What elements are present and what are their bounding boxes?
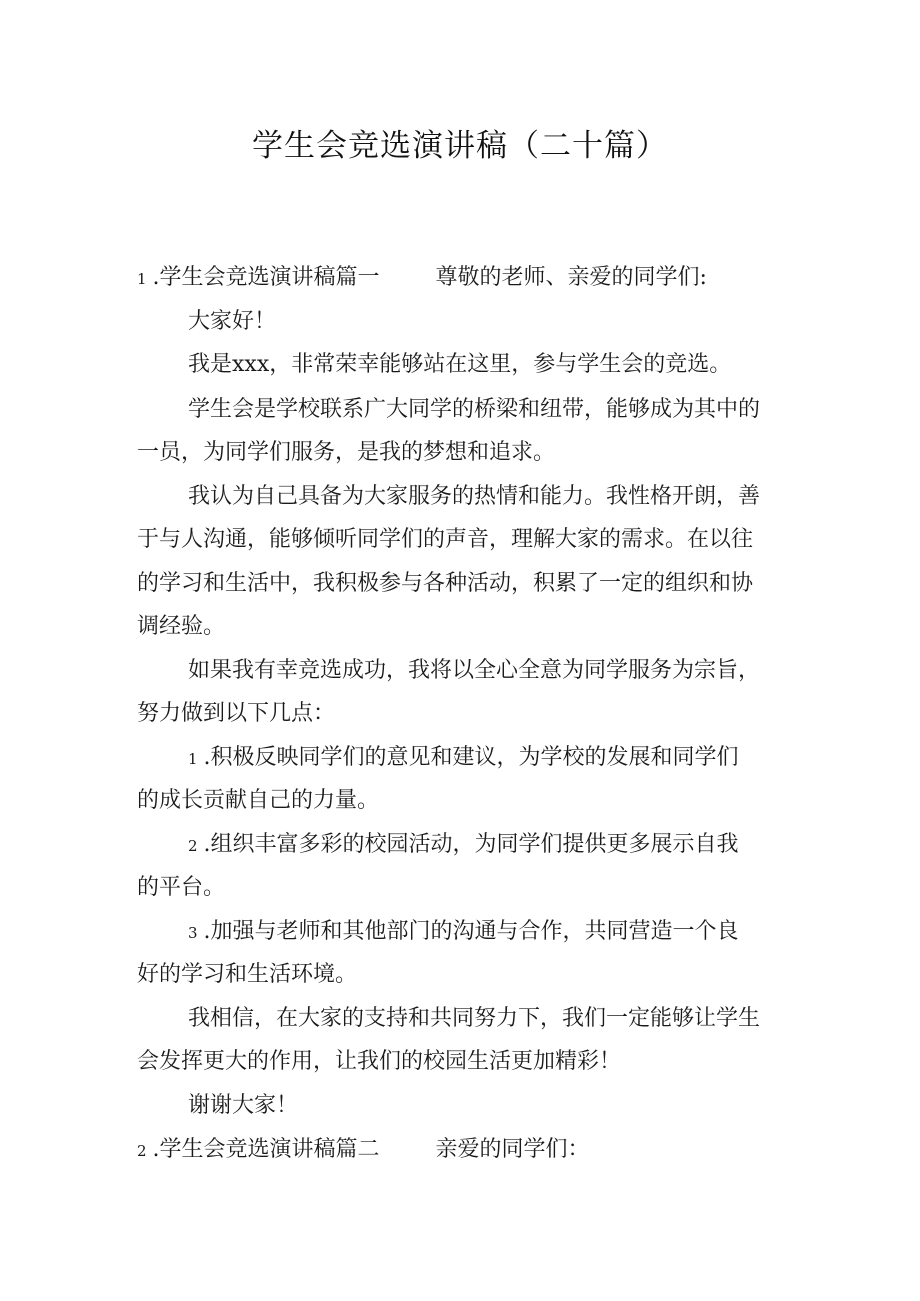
paragraph-line: 我是xxx，非常荣幸能够站在这里，参与学生会的竞选。: [188, 352, 732, 377]
paragraph-line: 学生会是学校联系广大同学的桥梁和纽带，能够成为其中的: [188, 397, 761, 422]
section-number: 2: [137, 1142, 147, 1160]
list-item-1: [188, 743, 739, 774]
section-number: 1: [137, 270, 147, 288]
section-salutation: 尊敬的老师、亲爱的同学们:: [435, 265, 707, 290]
list-number: 2: [188, 837, 198, 855]
paragraph-line: 好的学习和生活环境。: [137, 962, 358, 987]
paragraph-line: 努力做到以下几点：: [137, 701, 336, 726]
section-heading-text: .学生会竞选演讲稿篇一: [152, 265, 380, 290]
paragraph-line: 的平台。: [137, 875, 226, 900]
list-item-3: [188, 917, 739, 948]
document-title: 学生会竞选演讲稿（二十篇）: [252, 128, 668, 164]
list-item-text: .积极反映同学们的意见和建议，为学校的发展和同学们: [203, 745, 739, 770]
list-item-2: [188, 830, 739, 861]
closing-line: 谢谢大家！: [188, 1093, 299, 1118]
paragraph-line: 一员，为同学们服务，是我的梦想和追求。: [137, 440, 556, 465]
paragraph-line: 我认为自己具备为大家服务的热情和能力。我性格开朗，善: [188, 484, 761, 509]
list-number: 1: [188, 750, 198, 768]
section-heading-text: .学生会竞选演讲稿篇二: [152, 1137, 380, 1162]
paragraph-line: 的成长贡献自己的力量。: [137, 788, 380, 813]
list-item-text: .组织丰富多彩的校园活动，为同学们提供更多展示自我: [203, 832, 739, 857]
paragraph-line: 我相信，在大家的支持和共同努力下，我们一定能够让学生: [188, 1006, 761, 1031]
paragraph-line: 的学习和生活中，我积极参与各种活动，积累了一定的组织和协: [137, 571, 754, 596]
section-heading-1: [137, 263, 707, 294]
paragraph-line: 会发挥更大的作用，让我们的校园生活更加精彩！: [137, 1049, 622, 1074]
paragraph-line: 如果我有幸竞选成功，我将以全心全意为同学服务为宗旨，: [188, 658, 761, 683]
section-salutation: 亲爱的同学们：: [435, 1137, 590, 1162]
list-number: 3: [188, 924, 198, 942]
greeting-line: 大家好！: [188, 309, 277, 334]
section-heading-2: [137, 1135, 590, 1166]
paragraph-line: 于与人沟通，能够倾听同学们的声音，理解大家的需求。在以往: [137, 527, 754, 552]
list-item-text: .加强与老师和其他部门的沟通与合作，共同营造一个良: [203, 919, 739, 944]
paragraph-line: 调经验。: [137, 614, 226, 639]
